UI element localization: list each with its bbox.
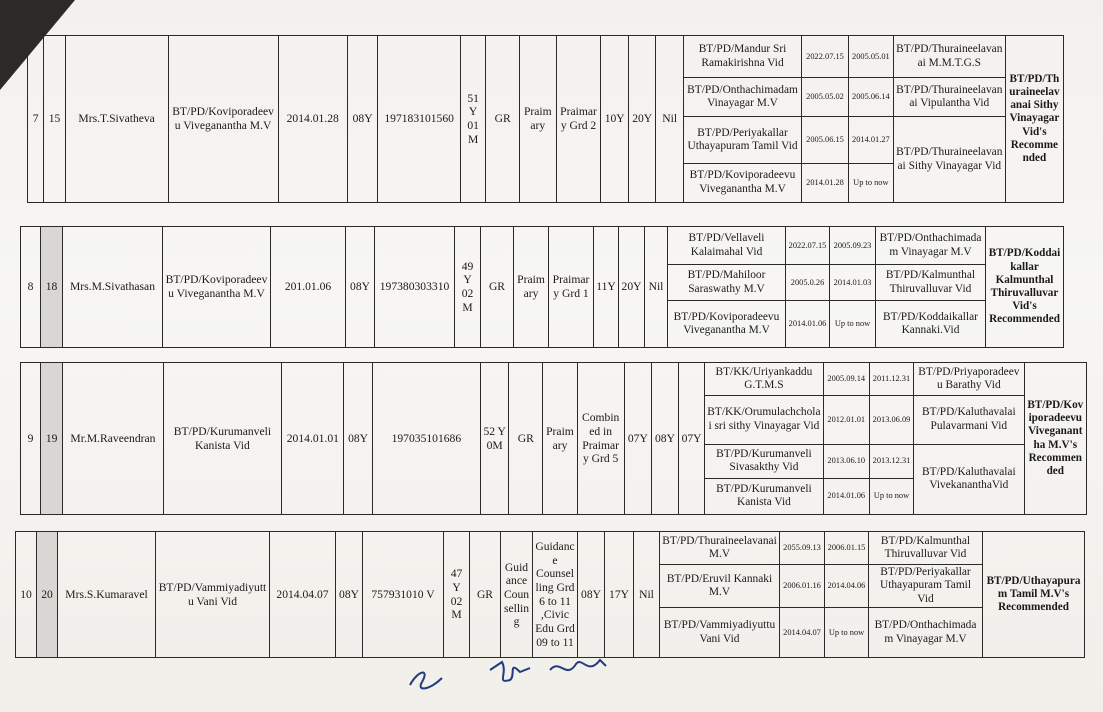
- signature-3: [550, 660, 606, 670]
- years-1: 08Y: [578, 532, 605, 658]
- signature-1: [410, 673, 442, 689]
- years-1: 10Y: [601, 36, 629, 203]
- subject: Praimary: [519, 36, 556, 203]
- years-2: 20Y: [628, 36, 656, 203]
- serial-number: 18: [41, 227, 63, 348]
- years-3: Nil: [645, 227, 668, 348]
- history-from: 2022.07.15: [802, 36, 849, 78]
- age: 47 Y 02 M: [444, 532, 470, 658]
- history-to: 2013.12.31: [869, 444, 913, 478]
- history-to: 2014.01.03: [830, 265, 876, 301]
- record-table-7: [27, 35, 1064, 203]
- history-school: BT/PD/Kurumanveli Sivasakthy Vid: [705, 444, 824, 478]
- history-from: 2005.09.14: [823, 363, 869, 396]
- record-table-8: [20, 226, 1064, 348]
- history-from: 2055.09.13: [780, 532, 825, 565]
- preference-2: BT/PD/Kalmunthal Thiruvalluvar Vid: [876, 265, 986, 301]
- years-2: 08Y: [651, 363, 678, 515]
- row-number: 9: [21, 363, 41, 515]
- row-number: 8: [21, 227, 41, 348]
- years-1: 07Y: [624, 363, 651, 515]
- history-from: 2022.07.15: [786, 227, 830, 265]
- preference-1: BT/PD/Kalmunthal Thiruvalluvar Vid: [869, 532, 983, 565]
- history-school: BT/PD/Kurumanveli Kanista Vid: [705, 478, 824, 514]
- years-2: 20Y: [619, 227, 645, 348]
- teacher-name: Mrs.T.Sivatheva: [65, 36, 168, 203]
- history-school: BT/PD/Thuraineelavanai M.V: [660, 532, 780, 565]
- history-from: 2005.06.15: [802, 117, 849, 163]
- history-from: 2013.06.10: [823, 444, 869, 478]
- preference-1: BT/PD/Thuraineelavanai M.M.T.G.S: [893, 36, 1005, 78]
- age: 52 Y 0M: [481, 363, 509, 515]
- current-school: BT/PD/Koviporadeevu Viveganantha M.V: [168, 36, 278, 203]
- service-period: 08Y: [336, 532, 363, 658]
- history-school: BT/PD/Koviporadeevu Viveganantha M.V: [668, 301, 786, 348]
- history-to: 2011.12.31: [869, 363, 913, 396]
- subject: Praimary: [543, 363, 577, 515]
- history-to: Up to now: [830, 301, 876, 348]
- years-3: 07Y: [679, 363, 705, 515]
- post: Guidance Counselling Grd 6 to 11 ,Civic Edu Grd 09 to 11: [533, 532, 578, 658]
- service-period: 08Y: [347, 36, 378, 203]
- nic-number: 197183101560: [378, 36, 461, 203]
- preference-2: BT/PD/Periyakallar Uthayapuram Tamil Vid: [869, 565, 983, 608]
- nic-number: 757931010 V: [363, 532, 444, 658]
- history-from: 2014.01.28: [802, 163, 849, 202]
- current-school: BT/PD/Koviporadeevu Viveganantha M.V: [163, 227, 271, 348]
- teacher-name: Mrs.M.Sivathasan: [63, 227, 163, 348]
- history-school: BT/KK/Uriyankaddu G.T.M.S: [705, 363, 824, 396]
- recommendation: BT/PD/Uthayapuram Tamil M.V's Recommended: [983, 532, 1085, 658]
- appointment-date: 2014.01.01: [282, 363, 344, 515]
- recommendation: BT/PD/Koddaikallar Kalmunthal Thiruvalluvar Vid's Recommended: [986, 227, 1064, 348]
- nic-number: 197035101686: [372, 363, 481, 515]
- grade: GR: [509, 363, 543, 515]
- preference-1: BT/PD/Priyaporadeevu Barathy Vid: [914, 363, 1025, 396]
- service-period: 08Y: [346, 227, 375, 348]
- history-school: BT/PD/Koviporadeevu Viveganantha M.V: [683, 163, 801, 202]
- history-to: Up to now: [869, 478, 913, 514]
- current-school: BT/PD/Kurumanveli Kanista Vid: [163, 363, 282, 515]
- years-2: 17Y: [605, 532, 634, 658]
- history-from: 2012.01.01: [823, 396, 869, 444]
- signature-marks: [390, 640, 630, 700]
- years-1: 11Y: [594, 227, 619, 348]
- preference-2: BT/PD/Kaluthavalai Pulavarmani Vid: [914, 396, 1025, 444]
- history-to: Up to now: [848, 163, 893, 202]
- history-school: BT/PD/Mahiloor Saraswathy M.V: [668, 265, 786, 301]
- nic-number: 197380303310: [375, 227, 455, 348]
- preference-3: BT/PD/Thuraineelavanai Sithy Vinayagar Vid: [893, 117, 1005, 203]
- service-period: 08Y: [344, 363, 372, 515]
- current-school: BT/PD/Vammiyadiyuttu Vani Vid: [156, 532, 270, 658]
- history-from: 2005.05.02: [802, 78, 849, 117]
- history-school: BT/PD/Periyakallar Uthayapuram Tamil Vid: [683, 117, 801, 163]
- post: Praimary Grd 1: [549, 227, 594, 348]
- age: 49 Y 02 M: [455, 227, 481, 348]
- serial-number: 20: [37, 532, 58, 658]
- history-school: BT/PD/Eruvil Kannaki M.V: [660, 565, 780, 608]
- grade: GR: [481, 227, 514, 348]
- recommendation: BT/PD/Koviporadeevu Viveganantha M.V's Recommended: [1024, 363, 1086, 515]
- history-school: BT/PD/Vammiyadiyuttu Vani Vid: [660, 608, 780, 658]
- history-school: BT/PD/Vellaveli Kalaimahal Vid: [668, 227, 786, 265]
- signature-2: [490, 662, 530, 681]
- preference-3: BT/PD/Onthachimadam Vinayagar M.V: [869, 608, 983, 658]
- subject: Guidance Counselling: [501, 532, 533, 658]
- grade: GR: [470, 532, 501, 658]
- post: Combined in Praimary Grd 5: [577, 363, 624, 515]
- history-from: 2014.01.06: [823, 478, 869, 514]
- teacher-name: Mrs.S.Kumaravel: [58, 532, 156, 658]
- grade: GR: [486, 36, 520, 203]
- post: Praimary Grd 2: [556, 36, 601, 203]
- appointment-date: 2014.01.28: [278, 36, 347, 203]
- preference-3: BT/PD/Koddaikallar Kannaki.Vid: [876, 301, 986, 348]
- years-3: Nil: [656, 36, 684, 203]
- history-school: BT/PD/Onthachimadam Vinayagar M.V: [683, 78, 801, 117]
- history-to: Up to now: [825, 608, 869, 658]
- history-to: 2014.04.06: [825, 565, 869, 608]
- history-to: 2006.01.15: [825, 532, 869, 565]
- history-from: 2006.01.16: [780, 565, 825, 608]
- history-to: 2014.01.27: [848, 117, 893, 163]
- row-number: 10: [16, 532, 37, 658]
- preference-3: BT/PD/Kaluthavalai VivekananthaVid: [914, 444, 1025, 514]
- history-to: 2005.09.23: [830, 227, 876, 265]
- appointment-date: 2014.04.07: [270, 532, 336, 658]
- history-from: 2014.04.07: [780, 608, 825, 658]
- serial-number: 15: [44, 36, 65, 203]
- history-to: 2005.05.01: [848, 36, 893, 78]
- recommendation: BT/PD/Thuraineelavanai Sithy Vinayagar Vid's Recommended: [1005, 36, 1063, 203]
- history-to: 2013.06.09: [869, 396, 913, 444]
- history-school: BT/PD/Mandur Sri Ramakirishna Vid: [683, 36, 801, 78]
- age: 51 Y 01 M: [460, 36, 485, 203]
- preference-2: BT/PD/Thuraineelavanai Vipulantha Vid: [893, 78, 1005, 117]
- years-3: Nil: [634, 532, 660, 658]
- appointment-date: 201.01.06: [271, 227, 346, 348]
- history-from: 2014.01.06: [786, 301, 830, 348]
- row-number: 7: [28, 36, 44, 203]
- teacher-name: Mr.M.Raveendran: [63, 363, 163, 515]
- history-school: BT/KK/Orumulachcholai sri sithy Vinayagar Vid: [705, 396, 824, 444]
- subject: Praimary: [514, 227, 549, 348]
- history-to: 2005.06.14: [848, 78, 893, 117]
- preference-1: BT/PD/Onthachimadam Vinayagar M.V: [876, 227, 986, 265]
- record-table-9: [20, 362, 1087, 515]
- serial-number: 19: [41, 363, 63, 515]
- history-from: 2005.0.26: [786, 265, 830, 301]
